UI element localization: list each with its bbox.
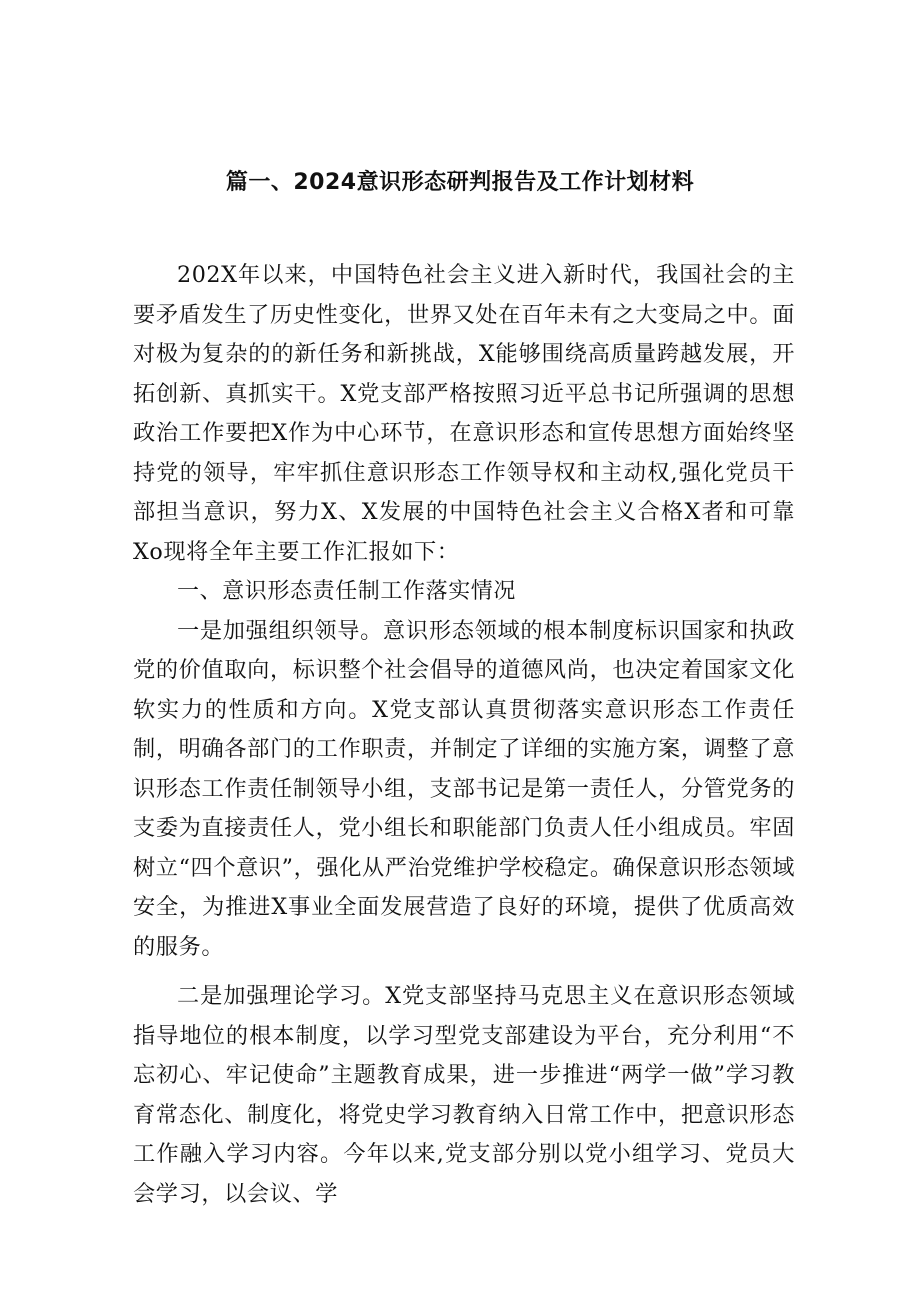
paragraph-organization-leadership: 一是加强组织领导。意识形态领域的根本制度标识国家和执政党的价值取向，标识整个社会倡导的道德风尚，也决定着国家文化软实力的性质和方向。X党支部认真贯彻落实意识形态工作责任制，明确各部门的工作职责，并制定了详细的实施方案，调整了意识形态工作责任制领导小组，支部书记是第一责任人，分管党务的支委为直接责任人，党小组长和职能部门负责人任小组成员。牢固树立“四个意识”，强化从严治党维护学校稳定。确保意识形态领域安全，为推进X事业全面发展营造了良好的环境，提供了优质高效的服务。 xyxy=(133,617,795,960)
section-heading-1: 一、意识形态责任制工作落实情况 xyxy=(177,579,517,604)
document-body xyxy=(133,256,795,1214)
document-title: 篇一、2024意识形态研判报告及工作计划材料 xyxy=(225,170,695,195)
intro-paragraph: 202X年以来，中国特色社会主义进入新时代，我国社会的主要矛盾发生了历史性变化，世界又处在百年未有之大变局之中。面对极为复杂的的新任务和新挑战，X能够围绕高质量跨越发展，开拓创新、真抓实干。X党支部严格按照习近平总书记所强调的思想政治工作要把X作为中心环节，在意识形态和宣传思想方面始终坚持党的领导，牢牢抓住意识形态工作领导权和主动权,强化党员干部担当意识，努力X、X发展的中国特色社会主义合格X者和可靠Xo现将全年主要工作汇报如下： xyxy=(133,262,795,565)
paragraph-theory-study: 二是加强理论学习。X党支部坚持马克思主义在意识形态领域指导地位的根本制度，以学习型党支部建设为平台，充分利用“不忘初心、牢记使命”主题教育成果，进一步推进“两学一做”学习教育常态化、制度化，将党史学习教育纳入日常工作中，把意识形态工作融入学习内容。今年以来,党支部分别以党小组学习、党员大会学习，以会议、学 xyxy=(133,983,795,1207)
